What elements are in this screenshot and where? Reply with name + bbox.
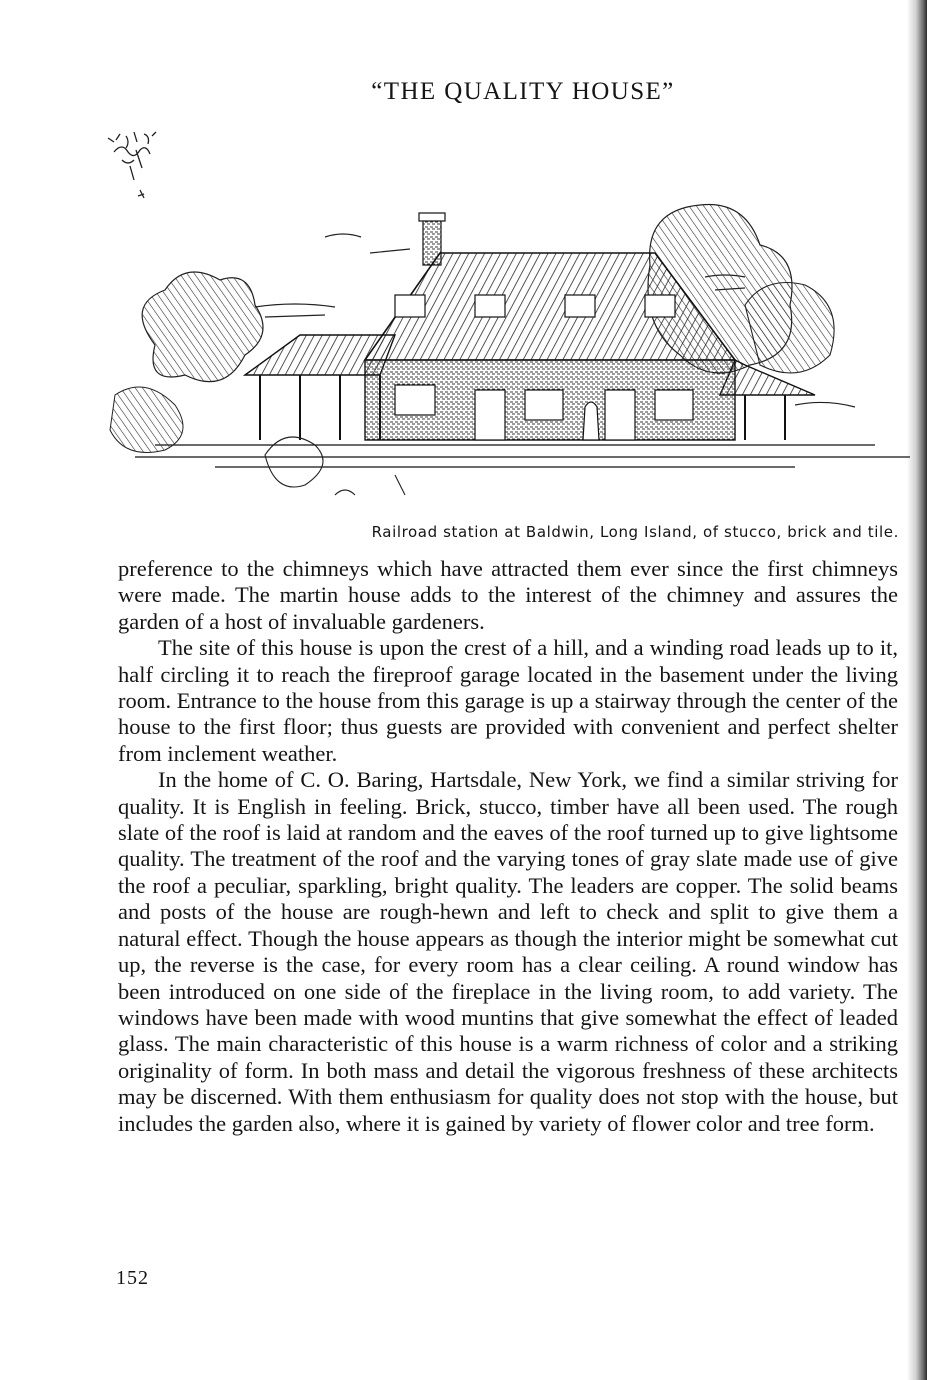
- page-number: 152: [116, 1267, 149, 1289]
- paragraph: The site of this house is upon the crest of a hill, and a winding road leads up to it, half circling it to reach the fireproof garage located in the basement under the living room. Entrance to the house from this garage is up a stairway through the center of the house to the first floor; thus guests are provided with convenient and perfect shelter from inclement weather.: [118, 635, 898, 766]
- body-text: [118, 556, 898, 1137]
- running-head: “THE QUALITY HOUSE”: [371, 78, 675, 105]
- figure-caption: Railroad station at Baldwin, Long Island, of stucco, brick and tile.: [371, 523, 899, 541]
- page-edge-shadow: [907, 0, 927, 1380]
- paragraph: preference to the chimneys which have attracted them ever since the first chimneys were made. The martin house adds to the interest of the chimney and assures the garden of a host of invaluable gardeners.: [118, 556, 898, 634]
- paragraph: In the home of C. O. Baring, Hartsdale, New York, we find a similar striving for quality. It is English in feeling. Brick, stucco, timber have all been used. The rough slate of the roof is laid at random and the eaves of the roof turned up to give lightsome quality. The treatment of the roof and the varying tones of gray slate made use of give the roof a peculiar, sparkling, bright quality. The leaders are copper. The solid beams and posts of the house are rough-hewn and left to check and split to give them a natural effect. Though the house appears as though the interior might be somewhat cut up, the reverse is the case, for every room has a clear ceiling. A round window has been introduced on one side of the fireplace in the living room, to add variety. The windows have been made with wood muntins that give somewhat the effect of leaded glass. The main characteristic of this house is a warm richness of color and a striking originality of form. In both mass and detail the vigorous freshness of these architects may be discerned. With them enthusiasm for quality does not stop with the house, but includes the garden also, where it is gained by variety of flower color and tree form.: [118, 767, 898, 1136]
- railroad-station-illustration: [95, 195, 910, 520]
